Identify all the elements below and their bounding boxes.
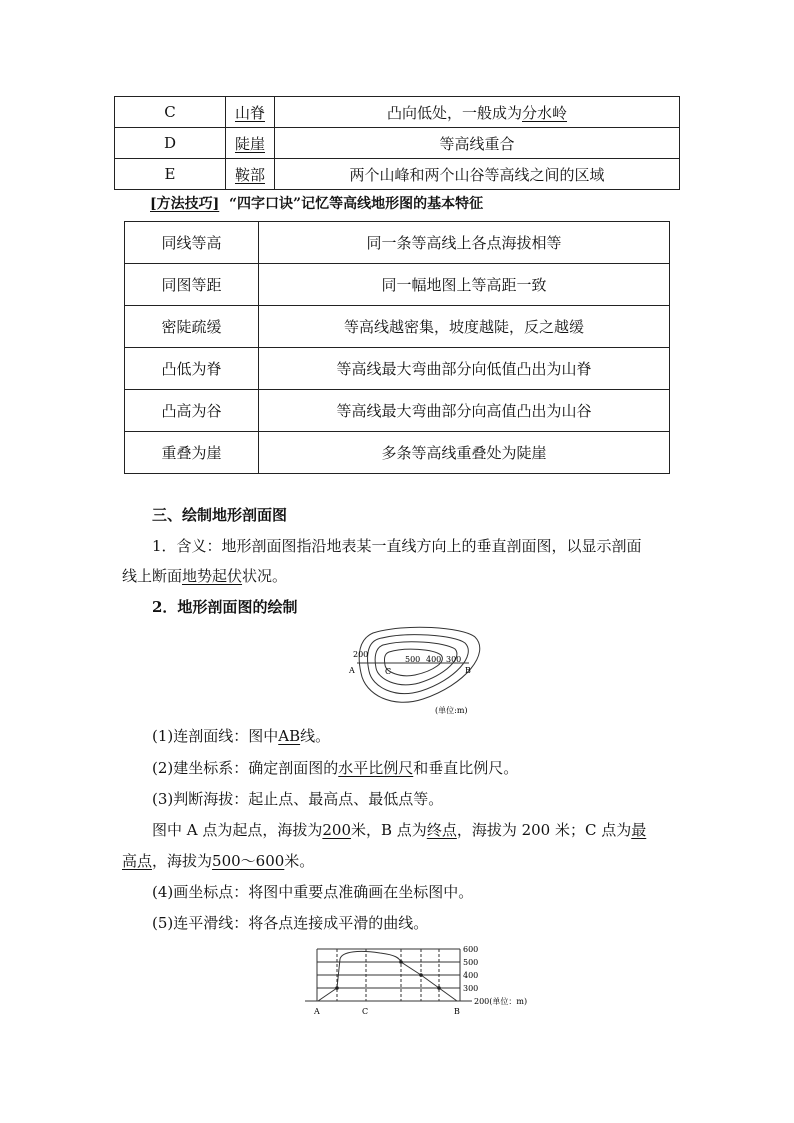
table-cell: 同一条等高线上各点海拔相等 [259,222,670,264]
text: 米。 [284,852,315,870]
paragraph [152,819,646,841]
table-cell: 重叠为崖 [125,432,259,474]
table-row [125,348,670,390]
step-1 [152,725,330,747]
table-cell [226,128,275,159]
table-row [125,390,670,432]
table-row [125,222,670,264]
paragraph: 1．含义：地形剖面图指沿地表某一直线方向上的垂直剖面图，以显示剖面 [152,537,642,555]
contour-label: 300 [446,655,462,664]
text: 米，B 点为 [351,821,427,839]
table-cell: 密陡疏缓 [125,306,259,348]
text: 状况。 [242,567,288,585]
cell-text: 凸向低处，一般成为 [386,103,522,122]
underlined-term: AB [278,727,301,745]
table-cell: 等高线最大弯曲部分向高值凸出为山谷 [259,390,670,432]
x-label: C [362,1007,369,1016]
step-5: (5)连平滑线：将各点连接成平滑的曲线。 [152,914,429,932]
table-row [125,432,670,474]
table-row [115,159,680,190]
underlined-term: 陡崖 [234,134,265,153]
text: (1)连剖面线：图中 [152,727,279,745]
y-tick-label: 300 [463,984,479,993]
table-cell: 同图等距 [125,264,259,306]
point-label: B [465,666,471,675]
text: 和垂直比例尺。 [413,759,519,777]
point-label: C [385,667,392,676]
method-tip-heading [150,193,483,213]
y-tick-label: 400 [463,971,479,980]
table-cell: 同一幅地图上等高距一致 [259,264,670,306]
paragraph [122,850,314,872]
text: ，海拔为 200 米；C 点为 [456,821,632,839]
step-2 [152,757,518,779]
table-cell: 多条等高线重叠处为陡崖 [259,432,670,474]
table-cell: 凸高为谷 [125,390,259,432]
underlined-term: 200 [322,821,352,839]
landform-table [114,96,680,190]
table-row [115,128,680,159]
text: 图中 A 点为起点，海拔为 [152,821,323,839]
table-cell: 凸低为脊 [125,348,259,390]
underlined-term: 鞍部 [234,165,265,184]
x-label: A [314,1007,320,1016]
table-cell: C [115,97,226,128]
y-tick-label: 600 [463,945,479,954]
table-cell: E [115,159,226,190]
contour-label: 200 [353,650,369,659]
underlined-term: 终点 [426,821,457,839]
mnemonic-table [124,221,670,474]
table-cell [226,97,275,128]
x-label: B [454,1007,460,1016]
y-tick-label: 500 [463,958,479,967]
subheading: 2．地形剖面图的绘制 [152,598,298,616]
step-3: (3)判断海拔：起止点、最高点、最低点等。 [152,790,444,808]
underlined-term: 500～600 [212,852,285,870]
contour-label: 400 [426,655,442,664]
table-cell [275,97,680,128]
point-label: A [349,666,355,675]
text: ，海拔为 [152,852,213,870]
table-row [125,306,670,348]
table-cell: 等高线重合 [275,128,680,159]
underlined-term: 分水岭 [522,103,568,122]
profile-point [419,973,423,977]
profile-curve [318,951,457,1001]
table-cell: 两个山峰和两个山谷等高线之间的区域 [275,159,680,190]
text: 线。 [300,727,331,745]
table-cell: D [115,128,226,159]
profile-point [399,960,403,964]
underlined-term: 地势起伏 [182,567,243,585]
table-cell: 等高线越密集，坡度越陡，反之越缓 [259,306,670,348]
table-cell: 等高线最大弯曲部分向低值凸出为山脊 [259,348,670,390]
table-row [115,97,680,128]
table-cell [226,159,275,190]
table-row [125,264,670,306]
tip-title: “四字口诀”记忆等高线地形图的基本特征 [229,196,484,212]
contour-map-figure [345,625,495,720]
underlined-term: 高点 [122,852,153,870]
underlined-term: 山脊 [234,103,265,122]
profile-point [335,986,339,990]
tip-tag: [方法技巧] [150,196,220,212]
unit-label: (单位:m) [435,706,468,715]
profile-point [437,986,441,990]
text: 线上断面 [122,567,183,585]
section-heading: 三、绘制地形剖面图 [152,506,288,524]
underlined-term: 最 [631,821,647,839]
text: (2)建坐标系：确定剖面图的 [152,759,339,777]
paragraph [122,565,287,587]
y-tick-label: 200(单位：m) [474,997,528,1006]
contour-label: 500 [405,655,421,664]
underlined-term: 水平比例尺 [338,759,414,777]
table-cell: 同线等高 [125,222,259,264]
step-4: (4)画坐标点：将图中重要点准确画在坐标图中。 [152,883,474,901]
profile-chart-figure [300,942,540,1020]
